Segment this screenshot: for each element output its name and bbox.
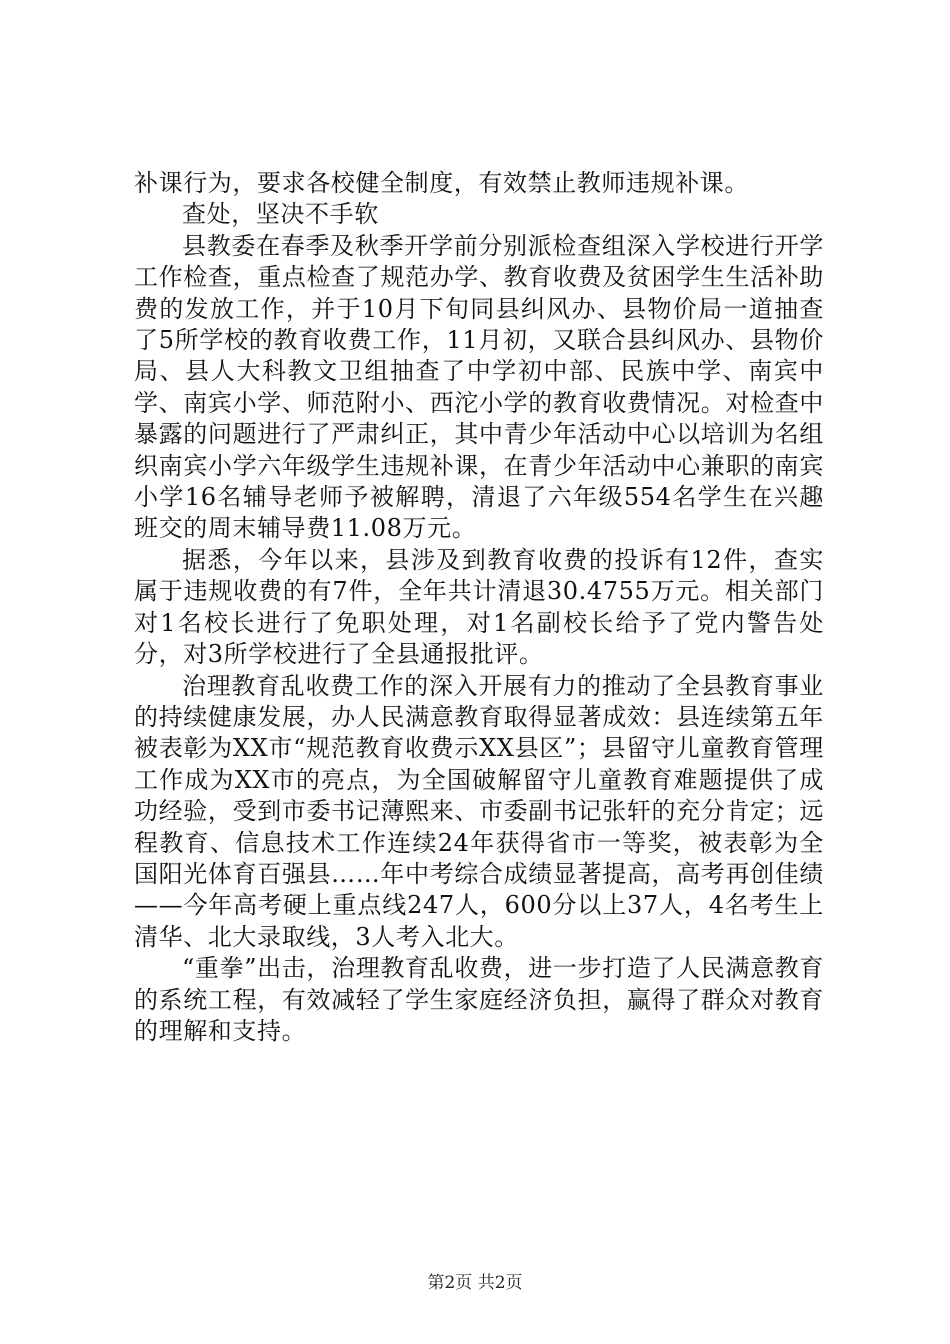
paragraph-3: 县教委在春季及秋季开学前分别派检查组深入学校进行开学工作检查，重点检查了规范办学、教育收费及贫困学生生活补助费的发放工作，并于10月下旬同县纠风办、县物价局一道抽查了5所学校的教育收费工作，11月初，又联合县纠风办、县物价局、县人大科教文卫组抽查了中学初中部、民族中学、南宾中学、南宾小学、师范附小、西沱小学的教育收费情况。对检查中暴露的问题进行了严肃纠正，其中青少年活动中心以培训为名组织南宾小学六年级学生违规补课，在青少年活动中心兼职的南宾小学16名辅导老师予被解聘，清退了六年级554名学生在兴趣班交的周末辅导费11.08万元。 — [134, 231, 824, 543]
paragraph-heading-inspection: 查处，坚决不手软 — [182, 200, 379, 229]
paragraph-1: 补课行为，要求各校健全制度，有效禁止教师违规补课。 — [134, 169, 749, 197]
body-text — [134, 168, 824, 1047]
paragraph-5: 治理教育乱收费工作的深入开展有力的推动了全县教育事业的持续健康发展，办人民满意教育取得显著成效：县连续第五年被表彰为XX市“规范教育收费示XX县区”；县留守儿童教育管理工作成为XX市的亮点，为全国破解留守儿童教育难题提供了成功经验，受到市委书记薄熙来、市委副书记张轩的充分肯定；远程教育、信息技术工作连续24年获得省市一等奖，被表彰为全国阳光体育百强县……年中考综合成绩显著提高，高考再创佳绩——今年高考硬上重点线247人，600分以上37人，4名考生上清华、北大录取线，3人考入北大。 — [134, 671, 824, 951]
paragraph-4: 据悉，今年以来，县涉及到教育收费的投诉有12件，查实属于违规收费的有7件，全年共计清退30.4755万元。相关部门对1名校长进行了免职处理，对1名副校长给予了党内警告处分，对3所学校进行了全县通报批评。 — [134, 545, 824, 669]
paragraph-6: “重拳”出击，治理教育乱收费，进一步打造了人民满意教育的系统工程，有效减轻了学生家庭经济负担，赢得了群众对教育的理解和支持。 — [134, 954, 824, 1045]
page-number-footer: 第2页 共2页 — [427, 1273, 523, 1293]
